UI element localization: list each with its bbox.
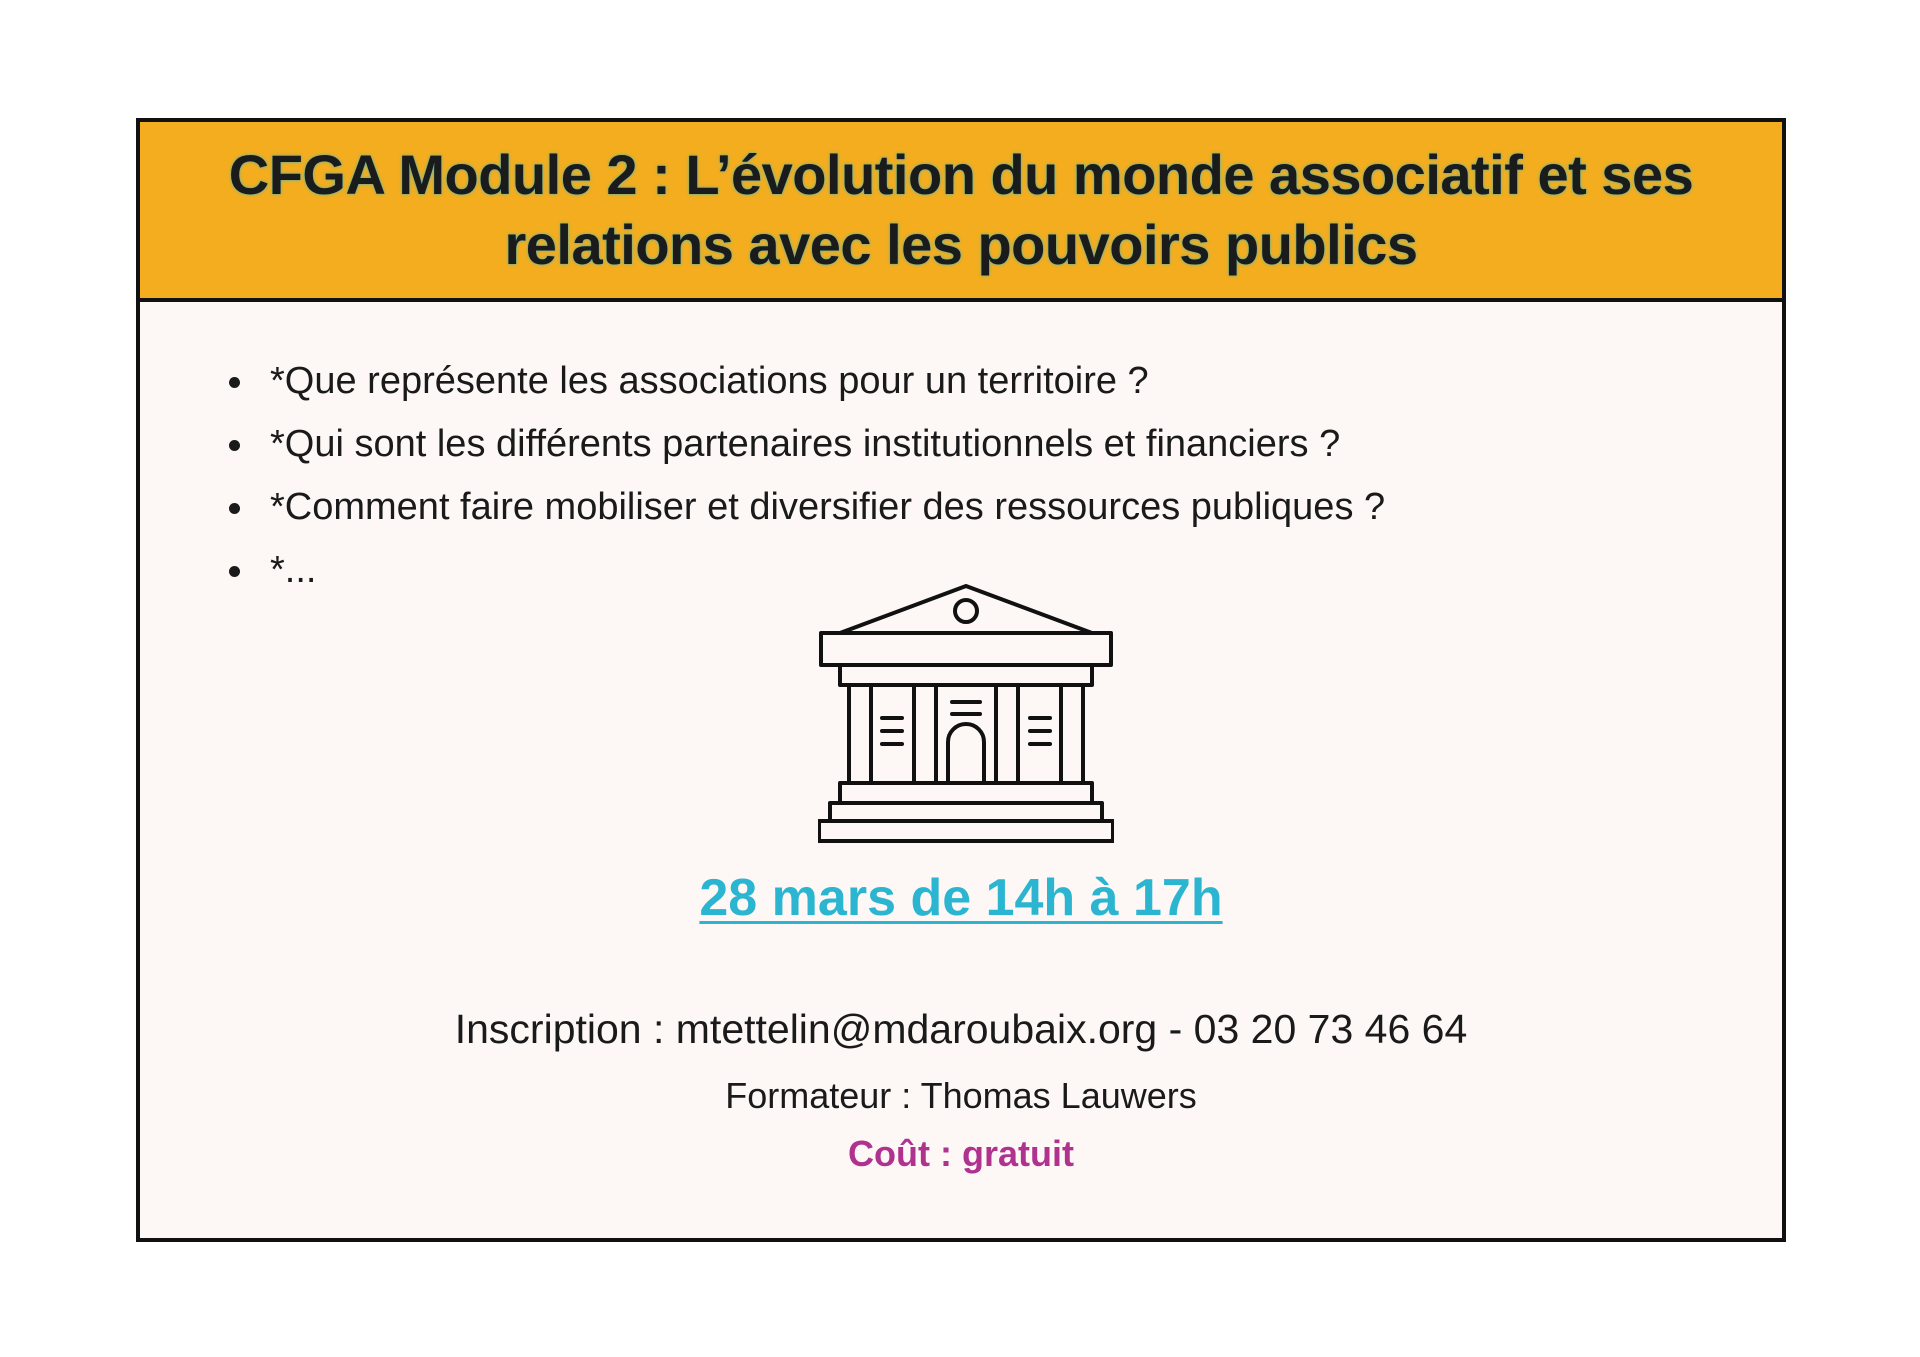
- column-shape: [914, 685, 936, 783]
- bullet-icon: [229, 566, 240, 577]
- roof-medallion: [955, 600, 977, 622]
- list-item: [186, 350, 1385, 413]
- list-item-text: *Que représente les associations pour un territoire ?: [270, 360, 1149, 402]
- roof-shape: [840, 586, 1092, 633]
- bullet-icon: [229, 440, 240, 451]
- title-line-2: relations avec les pouvoirs publics: [504, 213, 1418, 276]
- entablature-shape: [821, 633, 1111, 665]
- event-date-link[interactable]: 28 mars de 14h à 17h: [699, 869, 1223, 927]
- list-item-text: *Comment faire mobiliser et diversifier des ressources publiques ?: [270, 486, 1386, 528]
- column-shape: [849, 685, 871, 783]
- step-shape: [840, 783, 1092, 803]
- list-item: [186, 476, 1385, 539]
- column-shape: [996, 685, 1018, 783]
- title-line-1: CFGA Module 2 : L’évolution du monde associatif et ses: [228, 143, 1694, 206]
- trainer-name: Formateur : Thomas Lauwers: [725, 1075, 1197, 1116]
- list-item: [186, 539, 1385, 602]
- step-shape: [830, 803, 1102, 821]
- cost-label: Coût : gratuit: [848, 1133, 1074, 1174]
- list-item-text: *Qui sont les différents partenaires institutionnels et financiers ?: [270, 423, 1341, 465]
- list-item-text: *...: [270, 549, 317, 591]
- column-shape: [1061, 685, 1083, 783]
- door-shape: [948, 724, 984, 783]
- question-list: [186, 350, 1385, 602]
- government-building-icon: [818, 582, 1114, 844]
- flyer-card: [136, 118, 1786, 1242]
- capital-shape: [840, 665, 1092, 685]
- bullet-icon: [229, 377, 240, 388]
- inscription-contact: Inscription : mtettelin@mdaroubaix.org - 03 20 73 46 64: [454, 1006, 1468, 1052]
- bullet-icon: [229, 503, 240, 514]
- title-banner: [140, 122, 1782, 302]
- step-shape: [819, 821, 1113, 841]
- list-item: [186, 413, 1385, 476]
